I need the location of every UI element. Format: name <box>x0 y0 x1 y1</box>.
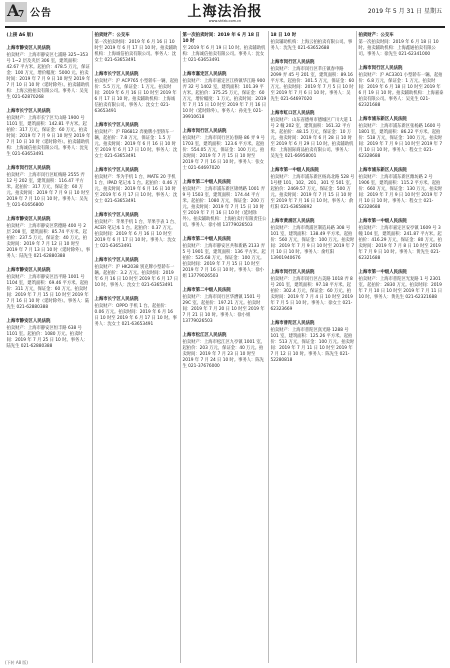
notice-body: 拍卖财产：上海市静安区共和新路 2133 弄 5 号 1901 室，建筑面积：136 平方米。起拍价：525.68 万元，保证金：100 万元。拍卖时间：2019 年 7 月 15 日 10 时至 2019 年 7 月 16 日 10 时。事务人：徐小姐 13779026503 <box>182 244 266 279</box>
notice-body: 拍卖财产：上海市浦东新区杨高北路 528 号 1号楼 101、102、201、301 至 501 室。起拍价：2469.57 万元，保证金：500 万元。拍卖时间：2019 年 7 月 15 日 10 时至 2019 年 7 月 16 日 10 时。事务人：俞红阳 021-63658892 <box>270 175 355 210</box>
notice-body: 拍卖财产：上海市浦东新区潍坊路 2 号 1906 室，建筑面积：115.2 平方米。起拍价：660 万元，保证金：130 万元。拍卖时间：2019 年 7 月 9 日 10 时至 2019 年 7 月 10 日 10 时。事务人：程女士 021-62328688 <box>358 175 443 210</box>
auction-notice <box>7 165 91 209</box>
auction-notice <box>7 267 91 311</box>
auction-notice <box>7 108 91 158</box>
notice-body: 拍卖财产：沪 ACP765 小型轿车一辆，起拍价：5.5 万元，保证金：1 万元。拍卖时间：2019 年 6 月 16 日 10 时至 2019 年 6 月 17 日 10 时。拍卖辅助机构：上海诚信拍卖有限公司。事务人：沈女士 021-63653491 <box>94 79 179 114</box>
notice-body: 至 2019 年 6 月 19 日 10 时。拍卖辅助机构：上海诚信拍卖有限公司。事务人：沈女士 021-63653491 <box>182 46 266 63</box>
notice-court-name: 上海市长宁区人民法院 <box>94 297 139 302</box>
notice-body: 拍卖财产：上海市嘉定区安亭镇 1609 号 3 幢 104 室，建筑面积：241.87 平方米。起拍价：416.29 万元，保证金：80 万元。拍卖时间：2019 年 7 月 8 日 10 时至 2019 年 7 月 9 日 10 时。事务人：黄先生 021-62321688 <box>358 226 442 261</box>
notice-body: 拍卖财产：上海市普陀区真光路 1288 号 101 室，建筑面积：125.26 平方米。起拍价：513 万元，保证金：100 万元。拍卖时间：2019 年 7 月 11 日 10 时至 2019 年 7 月 12 日 10 时。事务人：陈先生 021-52280818 <box>270 328 355 363</box>
header-rule <box>5 26 445 28</box>
auction-notice <box>7 45 91 101</box>
notice-court-name: 上海市静安区人民法院 <box>6 217 51 222</box>
notice-court-name: 上海市第二中级人民法院 <box>182 237 231 242</box>
notice-body: 拍卖财产：OPPO 手机 1 台。起拍价：0.06 万元。拍卖时间：2019 年 6 月 16 日 10 时至 2019 年 6 月 17 日 10 时。事务人：沈女士 021-63653491 <box>94 304 177 327</box>
notice-court-name: 上海市虹口区人民法院 <box>270 111 315 116</box>
notice-court-name: 上海市闵行区人民法院 <box>270 270 315 275</box>
notice-body: 拍卖财产：上海市静安区七浦路 325~353 号 1~2 层及夹层 306 室，建筑面积：42.67 平方米。起拍价：478.5 万元，保证金：100 万元，增价幅度：5000 元。拍卖时间：2019 年 7 月 9 日 10 时至 2019 年 7 月 10 日 10 时（延时除外）。拍卖辅助机构：上海云拍拍卖有限公司。事务人：吴先生 021-62870268 <box>6 53 91 100</box>
auction-notice <box>7 216 91 260</box>
newspaper-website: www.shfzb.com.cn <box>208 19 242 23</box>
notice-body: 拍卖财产：上海市长宁区天山路 1900 号 1101 室，建筑面积：142.81 平方米。起拍价：317 万元，保证金：60 万元。拍卖时间：2019 年 7 月 9 日 10 时至 2019 年 7 月 10 日 10 时（延时除外）。拍卖辅助机构：上海诚信拍卖有限公司。事务人：沈先生 021-63653491 <box>6 116 91 157</box>
notice-body: 拍卖财产：上海市浦东新区张杨路 1600 号 1801 室，建筑面积：86.22 平方米。起拍价：518 万元，保证金：100 万元。拍卖时间：2019 年 7 月 9 日 10 时至 2019 年 7 月 10 日 10 时。事务人：程女士 021-62328688 <box>358 124 443 159</box>
notice-court-name: 上海市闵行区人民法院 <box>358 66 403 71</box>
auction-notice <box>359 32 444 58</box>
notice-body: 拍卖财产：上海市闵行区莘庄镇春申路 2099 弄 45 号 201 室，建筑面积：89.16 平方米。起拍价：301.5 万元，保证金：60 万元。拍卖时间：2019 年 7 月 5 日 10 时至 2019 年 7 月 6 日 10 时。事务人：吴先生 021-64697020 <box>270 67 355 102</box>
notice-court-name: 上海市静安区人民法院 <box>6 319 51 324</box>
notice-body: 拍卖财产：沪 FB6812 奔驰牌小型轿车一辆，起拍价：7.8 万元，保证金：1.5 万元。拍卖时间：2019 年 6 月 16 日 10 时至 2019 年 6 月 17 日 10 时。事务人：沈女士 021-63653491 <box>94 130 178 159</box>
notice-body: 拍卖财产：上海市浦东新区锦绣路 1001 弄 9 号 1503 室，建筑面积：174.44 平方米。起拍价：1080 万元，保证金：200 万元。拍卖时间：2019 年 7 月 15 日 10 时至 2019 年 7 月 16 日 10 时（延时除外）。拍卖辅助机构：上海拍卖行有限责任公司。事务人：徐小姐 13779026503 <box>182 187 267 228</box>
notice-court-name: 上海市长宁区人民法院 <box>94 72 139 77</box>
notice-court-name: 上海市闵行区人民法院 <box>182 129 227 134</box>
notice-columns <box>5 31 445 663</box>
notice-column <box>357 31 445 663</box>
newspaper-masthead: 上海法治报 <box>187 4 263 20</box>
notice-body: 拍卖财产：苹果手机 1 台、苹果手表 1 台、ACER 笔记本 1 台。起拍价：0.37 万元。拍卖时间：2019 年 6 月 16 日 10 时至 2019 年 6 月 17 日 10 时。事务人：沈女士 021-63653491 <box>94 220 179 249</box>
notice-court-name: 拍卖财产：公交车 <box>358 33 394 38</box>
auction-notice <box>95 71 179 115</box>
auction-notice <box>95 212 179 250</box>
auction-notice <box>7 318 91 350</box>
auction-notice <box>183 287 267 325</box>
notice-court-name: 上海市浦东新区人民法院 <box>358 168 407 173</box>
auction-notice <box>271 32 355 52</box>
notice-body: 拍卖财产：沪 HK2038 别克牌小型轿车一辆。起拍价：3.2 万元。拍卖时间：2019 年 6 月 16 日 10 时至 2019 年 6 月 17 日 10 时。事务人：沈女士 021-63653491 <box>94 265 179 288</box>
notice-court-name: 上海市静安区人民法院 <box>6 268 51 273</box>
notice-body: 拍卖财产：上海市静安区昌平路 1001 号 1104 室，建筑面积：69.46 平方米。起拍价：311 万元，保证金：60 万元。拍卖时间：2019 年 7 月 15 日 10 时至 2019 年 7 月 16 日 10 时（延时除外）。事务人：陆先生 021-62880388 <box>6 275 90 310</box>
notice-body: 第一次拍卖时间：2019 年 6 月 18 日 10 时。拍卖辅助机构：上海鑫通拍卖有限公司。事务人：徐先生 021-62341000 <box>358 40 439 57</box>
auction-notice <box>359 65 444 109</box>
auction-notice <box>183 71 267 121</box>
notice-body: 拍卖财产：上海市闵行区古美路 1018 弄 8 号 201 室，建筑面积：97.18 平方米。起拍价：302.4 万元，保证金：60 万元。拍卖时间：2019 年 7 月 4 日 10 时至 2019 年 7 月 5 日 10 时。事务人：徐女士 021-62323669 <box>270 277 353 312</box>
section-title: 公告 <box>30 8 52 19</box>
notice-court-name: 拍卖财产：公交车 <box>94 33 130 38</box>
auction-notice <box>359 116 444 160</box>
notice-court-name: 上海市长宁区人民法院 <box>94 123 139 128</box>
auction-notice <box>183 332 267 370</box>
notice-court-name: 上海市第二中级人民法院 <box>182 288 231 293</box>
auction-notice <box>271 110 355 160</box>
auction-notice <box>7 32 91 38</box>
notice-court-name: (上接 A6 版) <box>6 33 34 38</box>
notice-body: 拍卖财产：上海市闵行区虹梅路 2555 弄 12 号 202 室，建筑面积：116.47 平方米。起拍价：317 万元，保证金：60 万元。拍卖时间：2019 年 7 月 9 日 10 时至 2019 年 7 月 10 日 10 时。事务人：吴先生 021-61656800 <box>6 173 90 208</box>
auction-notice <box>183 32 267 64</box>
notice-body: 拍卖财产：华为手机 1 台、MATE 20 手机 1 台、IPAD 笔记本 1 台。起拍价：0.46 万元。拍卖时间：2019 年 6 月 16 日 10 时至 2019 年 6 月 17 日 10 时。事务人：沈女士 021-63653491 <box>94 175 178 204</box>
continuation-note: (下转 A8 版) <box>5 660 28 665</box>
notice-court-name: 18 日 10 时 <box>270 33 297 38</box>
notice-court-name: 上海市第一中级人民法院 <box>358 270 407 275</box>
auction-notice <box>95 296 179 328</box>
notice-court-name: 上海市闵行区人民法院 <box>270 60 315 65</box>
notice-column <box>181 31 269 663</box>
auction-notice <box>183 128 267 172</box>
notice-court-name: 上海市长宁区人民法院 <box>94 213 139 218</box>
notice-court-name: 上海市嘉定区人民法院 <box>182 72 227 77</box>
auction-notice <box>271 269 355 313</box>
auction-notice <box>359 269 444 301</box>
auction-notice <box>271 218 355 262</box>
notice-court-name: 上海市浦东新区人民法院 <box>358 117 407 122</box>
auction-notice <box>95 32 179 64</box>
notice-body: 拍卖财产：山东省德州市德城区广川大道 1 号 2 幢 202 室，建筑面积：161.32 平方米。起拍价：48.15 万元，保证金：10 万元。拍卖时间：2019 年 6 月 28 日 10 时至 2019 年 6 月 29 日 10 时。拍卖辅助机构：上海国际商品拍卖有限公司。事务人：吴先生 021-66958001 <box>270 118 354 159</box>
notice-body: 第一次拍卖时间：2019 年 6 月 16 日 10 时至 2019 年 6 月 17 日 10 时。拍卖辅助机构：上海诚信拍卖有限公司。事务人：沈女士 021-63653491 <box>94 40 178 63</box>
notice-court-name: 上海市闵行区人民法院 <box>6 166 51 171</box>
notice-body: 拍卖财产：上海市静安区常德路 400 号 2 层 208 室，建筑面积：85.74 平方米。起拍价：237.5 万元，保证金：40 万元。拍卖时间：2019 年 7 月 12 日 10 时至 2019 年 7 月 13 日 10 时（延时除外）。事务人：陆先生 021-62880388 <box>6 224 91 259</box>
notice-court-name: 上海市第二中级人民法院 <box>182 180 231 185</box>
page-letter: A <box>7 1 20 20</box>
auction-notice <box>183 236 267 280</box>
auction-notice <box>359 167 444 211</box>
auction-notice <box>95 257 179 289</box>
notice-body: 拍卖财产：上海市松江区九亭镇 1001 室。起拍价：203 万元，保证金：40 万元。拍卖时间：2019 年 7 月 23 日 10 时至 2019 年 7 月 24 日 10 时。事务人：陈先生 021-37676000 <box>182 340 265 369</box>
notice-body: 拍卖财产：上海市静安区恒丰路 638 号 1101 室。起拍价：1080 万元。拍卖时间：2019 年 7 月 25 日 10 时。事务人：陆先生 021-62880388 <box>6 326 88 349</box>
notice-court-name: 上海市静安区人民法院 <box>6 46 51 51</box>
notice-column <box>269 31 357 663</box>
notice-body: 拍卖财产：上海市嘉定区江桥镇华江路 900 弄 32 号 1402 室，建筑面积：101.39 平方米。起拍价：375.25 万元，保证金：60 万元，增价幅度：1 万元。拍卖时间：2019 年 7 月 15 日 10 时至 2019 年 7 月 16 日 10 时（延时除外）。事务人：孙先生 021-39910618 <box>182 79 267 120</box>
notice-body: 拍卖财产：沪 AC3301 小型轿车一辆。起拍价：6.8 万元，保证金：1 万元。拍卖时间：2019 年 6 月 18 日 10 时至 2019 年 6 月 19 日 10 时。拍卖辅助机构：上海嘉泰拍卖有限公司。事务人：吴先生 021-62321688 <box>358 73 444 108</box>
notice-body: 拍卖财产：上海市闵行区沁春路 86 弄 9 号 1703 室，建筑面积：123.6 平方米。起拍价：554.05 万元，保证金：100 万元。拍卖时间：2019 年 7 月 15 日 10 时至 2019 年 7 月 16 日 10 时。事务人：张女士 021-64697020 <box>182 136 265 171</box>
auction-notice <box>271 320 355 364</box>
notice-court-name: 上海市长宁区人民法院 <box>94 258 139 263</box>
notice-court-name: 上海市普陀区人民法院 <box>270 321 315 326</box>
notice-court-name: 上海市长宁区人民法院 <box>94 168 139 173</box>
auction-notice <box>183 179 267 229</box>
notice-court-name: 第一次拍卖时间：2019 年 6 月 18 日 10 时 <box>182 33 260 44</box>
issue-date: 2019 年 5 月 31 日 星期五 <box>367 8 442 15</box>
notice-court-name: 上海市第一中级人民法院 <box>358 219 407 224</box>
auction-notice <box>271 59 355 103</box>
notice-court-name: 上海市第一中级人民法院 <box>270 168 319 173</box>
notice-column <box>93 31 181 663</box>
page-header <box>0 0 450 28</box>
notice-body: 拍卖财产：上海市普陀区光复路 1 号 2301 室。起拍价：2830 万元。拍卖时间：2019 年 7 月 10 日 10 时至 2019 年 7 月 11 日 10 时。事务人：黄先生 021-62321688 <box>358 277 443 300</box>
page-number: 7 <box>18 10 25 20</box>
notice-column <box>5 31 93 663</box>
auction-notice <box>95 167 179 205</box>
page-number-badge <box>5 2 27 22</box>
auction-notice <box>359 218 444 262</box>
auction-notice <box>95 122 179 160</box>
notice-body: 拍卖财产：上海市黄浦区制造局路 308 号 101 室，建筑面积：138.49 平方米。起拍价：560 万元，保证金：100 万元。拍卖时间：2019 年 7 月 9 日 10 时至 2019 年 7 月 10 日 10 时。事务人：俞红阳 13901940676 <box>270 226 355 261</box>
auction-notice <box>271 167 355 211</box>
notice-body: 拍卖辅助机构：上海云拍拍卖有限公司。事务人：沈先生 021-63652688 <box>270 40 353 51</box>
notice-body: 拍卖财产：上海市闵行区华漕镇 1501 号 29C 室。起拍价：197.21 万元。拍卖时间：2019 年 7 月 20 日 10 时至 2019 年 7 月 21 日 10 时。事务人：徐小姐 13779026503 <box>182 295 265 324</box>
notice-court-name: 上海市黄浦区人民法院 <box>270 219 315 224</box>
notice-court-name: 上海市松江区人民法院 <box>182 333 227 338</box>
notice-court-name: 上海市长宁区人民法院 <box>6 109 51 114</box>
